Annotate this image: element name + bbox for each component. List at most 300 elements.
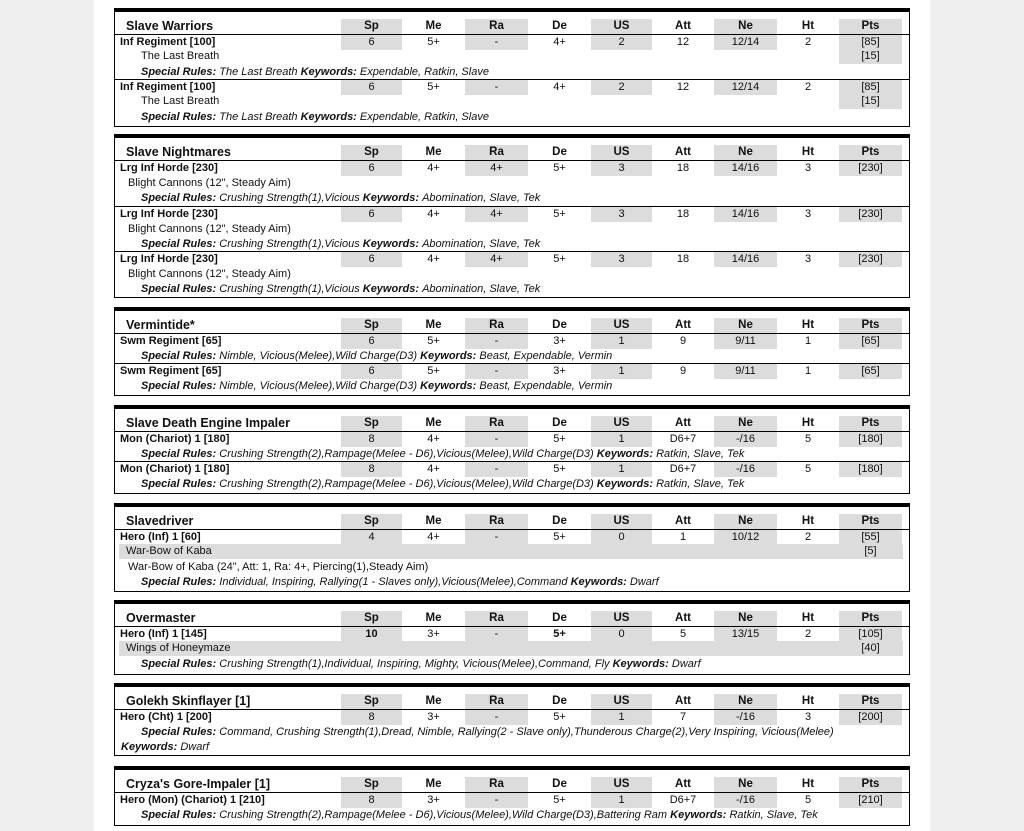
special-rules-label: Special Rules: [141, 380, 217, 392]
header-us: US [591, 611, 652, 626]
keywords-text: Ratkin, Slave, Tek [656, 448, 745, 460]
stat-de: 5+ [553, 711, 566, 723]
header-att: Att [675, 417, 691, 429]
special-rules-text: Individual, Inspiring, Rallying(1 - Slaves only),Vicious(Melee),Command [219, 576, 568, 588]
stat-header-row [115, 611, 909, 626]
header-pts: Pts [839, 611, 902, 626]
special-rules [141, 657, 701, 672]
stat-ra: - [465, 334, 528, 349]
unit-type: Swm Regiment [65] [120, 365, 222, 377]
keywords-label: Keywords: [362, 283, 419, 295]
unit-card [114, 683, 910, 756]
keywords-label: Keywords: [420, 380, 477, 392]
header-pts: Pts [839, 416, 902, 431]
unit-name: Slave Death Engine Impaler [126, 416, 290, 430]
header-ht: Ht [801, 612, 815, 624]
keywords-line [121, 740, 209, 755]
special-rules-label: Special Rules: [141, 809, 217, 821]
stat-pts: [230] [839, 252, 902, 267]
stat-sp: 6 [341, 364, 402, 379]
stat-me: 3+ [427, 628, 440, 640]
special-rules-label: Special Rules: [141, 111, 217, 123]
stat-header-row [115, 416, 909, 431]
header-de: De [552, 612, 567, 624]
keywords-text: Abomination, Slave, Tek [422, 283, 541, 295]
stat-pts: [85] [839, 80, 902, 95]
stat-de: 3+ [553, 365, 566, 377]
header-ht: Ht [801, 778, 815, 790]
stat-sp: 8 [341, 710, 402, 725]
stat-ra: 4+ [465, 252, 528, 267]
stat-me: 4+ [427, 531, 440, 543]
keywords-label: Keywords: [670, 809, 727, 821]
stat-ne: -/16 [714, 710, 777, 725]
stat-row [115, 709, 909, 725]
stat-row [115, 160, 909, 176]
stat-us: 3 [591, 252, 652, 267]
stat-me: 5+ [427, 335, 440, 347]
stat-us: 1 [591, 710, 652, 725]
stat-pts: [105] [839, 627, 902, 642]
header-ne: Ne [714, 694, 777, 709]
special-rules-text: Command, Crushing Strength(1),Dread, Nimble, Rallying(2 - Slave only),Thunderous Charge(2),Very Inspiring, Vicious(Melee) [219, 726, 834, 738]
item-row [115, 49, 909, 64]
stat-att: 18 [676, 162, 690, 174]
stat-me: 5+ [427, 81, 440, 93]
header-me: Me [425, 515, 442, 527]
stat-us: 1 [591, 462, 652, 477]
special-rules-label: Special Rules: [141, 350, 217, 362]
stat-pts: [65] [839, 334, 902, 349]
stat-header-row [115, 777, 909, 792]
header-sp: Sp [341, 777, 402, 792]
stat-de: 5+ [553, 253, 566, 265]
stat-me: 4+ [427, 463, 440, 475]
stat-pts: [230] [839, 161, 902, 176]
stat-sp: 6 [341, 35, 402, 50]
header-ht: Ht [801, 20, 815, 32]
stat-header-row [115, 514, 909, 529]
special-rules [141, 237, 540, 252]
unit-type: Lrg Inf Horde [230] [120, 162, 218, 174]
header-ne: Ne [714, 318, 777, 333]
stat-row [115, 79, 909, 95]
header-ra: Ra [465, 318, 528, 333]
item-row [119, 544, 903, 559]
keywords-label: Keywords: [362, 238, 419, 250]
special-rules-label: Special Rules: [141, 478, 217, 490]
header-us: US [591, 777, 652, 792]
header-ht: Ht [801, 417, 815, 429]
unit-name: Golekh Skinflayer [1] [126, 694, 251, 708]
header-ht: Ht [801, 146, 815, 158]
stat-ra: - [465, 432, 528, 447]
special-rules-text: Crushing Strength(2),Rampage(Melee - D6),Vicious(Melee),Wild Charge(D3) [219, 478, 594, 490]
stat-header-row [115, 694, 909, 709]
header-ra: Ra [465, 777, 528, 792]
header-us: US [591, 145, 652, 160]
stat-de: 5+ [553, 531, 566, 543]
stat-ra: - [465, 80, 528, 95]
stat-de: 5+ [553, 794, 566, 806]
weapon-profile: War-Bow of Kaba (24", Att: 1, Ra: 4+, Piercing(1),Steady Aim) [128, 561, 429, 573]
header-att: Att [675, 146, 691, 158]
stat-ht: 3 [804, 162, 812, 174]
keywords-text: Beast, Expendable, Vermin [479, 380, 613, 392]
stat-us: 1 [591, 432, 652, 447]
stat-de: 5+ [553, 208, 566, 220]
header-sp: Sp [341, 318, 402, 333]
header-de: De [552, 20, 567, 32]
special-rules-label: Special Rules: [141, 283, 217, 295]
special-rules [141, 477, 744, 492]
special-rules-label: Special Rules: [141, 658, 217, 670]
stat-ht: 2 [804, 628, 812, 640]
stat-ht: 3 [804, 711, 812, 723]
special-rules-text: Crushing Strength(2),Rampage(Melee - D6),Vicious(Melee),Wild Charge(D3) [219, 448, 594, 460]
stat-me: 4+ [427, 208, 440, 220]
stat-att: 9 [679, 365, 687, 377]
header-ra: Ra [465, 416, 528, 431]
stat-ht: 2 [804, 81, 812, 93]
unit-name: Vermintide* [126, 318, 195, 332]
header-pts: Pts [839, 514, 902, 529]
stat-pts: [200] [839, 710, 902, 725]
item-pts: [5] [864, 545, 877, 557]
special-rules-label: Special Rules: [141, 238, 217, 250]
stat-pts: [180] [839, 462, 902, 477]
unit-type: Hero (Inf) 1 [145] [120, 628, 207, 640]
header-ne: Ne [714, 416, 777, 431]
keywords-text: Dwarf [180, 741, 210, 753]
header-us: US [591, 416, 652, 431]
special-rules [141, 725, 834, 740]
stat-ht: 2 [804, 36, 812, 48]
header-ra: Ra [465, 145, 528, 160]
stat-row [115, 251, 909, 267]
stat-us: 2 [591, 80, 652, 95]
keywords-text: Beast, Expendable, Vermin [479, 350, 613, 362]
stat-sp: 4 [341, 530, 402, 545]
header-ht: Ht [801, 695, 815, 707]
header-ne: Ne [714, 514, 777, 529]
unit-name: Cryza's Gore-Impaler [1] [126, 777, 270, 791]
stat-sp: 6 [341, 80, 402, 95]
special-rules [141, 575, 659, 590]
header-pts: Pts [839, 19, 902, 34]
stat-ne: 12/14 [714, 35, 777, 50]
header-me: Me [425, 146, 442, 158]
unit-type: Inf Regiment [100] [120, 81, 216, 93]
stat-ne: 14/16 [714, 252, 777, 267]
header-us: US [591, 318, 652, 333]
stat-me: 5+ [427, 365, 440, 377]
stat-us: 2 [591, 35, 652, 50]
keywords-text: Expendable, Ratkin, Slave [359, 66, 489, 78]
unit-card [114, 405, 910, 494]
stat-de: 5+ [553, 463, 566, 475]
stat-ne: 13/15 [714, 627, 777, 642]
special-rules-text: The Last Breath [219, 66, 298, 78]
special-rules-label: Special Rules: [141, 66, 217, 78]
stat-row [115, 792, 909, 808]
header-me: Me [425, 695, 442, 707]
stat-ht: 1 [804, 365, 812, 377]
special-rules-text: The Last Breath [219, 111, 298, 123]
special-rules [141, 379, 612, 394]
stat-us: 1 [591, 793, 652, 808]
keywords-text: Dwarf [671, 658, 701, 670]
keywords-label: Keywords: [362, 192, 419, 204]
stat-ra: - [465, 627, 528, 642]
stat-de: 5+ [553, 162, 566, 174]
special-rules-label: Special Rules: [141, 576, 217, 588]
stat-header-row [115, 318, 909, 333]
stat-de: 3+ [553, 335, 566, 347]
header-sp: Sp [341, 416, 402, 431]
stat-ht: 2 [804, 531, 812, 543]
header-ht: Ht [801, 319, 815, 331]
keywords-text: Abomination, Slave, Tek [422, 192, 541, 204]
keywords-label: Keywords: [121, 741, 178, 753]
stat-sp: 6 [341, 334, 402, 349]
stat-ra: - [465, 462, 528, 477]
header-att: Att [675, 515, 691, 527]
keywords-label: Keywords: [300, 66, 357, 78]
special-rules [141, 808, 818, 823]
stat-sp: 6 [341, 252, 402, 267]
unit-type: Swm Regiment [65] [120, 335, 222, 347]
stat-sp: 8 [341, 462, 402, 477]
special-rules-text: Crushing Strength(2),Rampage(Melee - D6),Vicious(Melee),Wild Charge(D3),Battering Ram [219, 809, 668, 821]
stat-ra: - [465, 710, 528, 725]
stat-us: 3 [591, 207, 652, 222]
stat-att: D6+7 [669, 463, 697, 475]
stat-ne: -/16 [714, 432, 777, 447]
header-pts: Pts [839, 777, 902, 792]
stat-sp: 8 [341, 432, 402, 447]
stat-de: 4+ [553, 36, 566, 48]
stat-us: 0 [591, 627, 652, 642]
item-pts: [15] [839, 94, 902, 109]
header-de: De [552, 695, 567, 707]
header-att: Att [675, 20, 691, 32]
special-rules [141, 447, 744, 462]
stat-sp: 6 [341, 207, 402, 222]
unit-type: Mon (Chariot) 1 [180] [120, 433, 230, 445]
stat-sp: 6 [341, 161, 402, 176]
stat-att: 18 [676, 253, 690, 265]
stat-ne: -/16 [714, 793, 777, 808]
special-rules-label: Special Rules: [141, 726, 217, 738]
unit-card [114, 134, 910, 298]
special-rules [141, 282, 540, 297]
stat-row [115, 206, 909, 222]
special-rules [141, 65, 489, 80]
stat-me: 5+ [427, 36, 440, 48]
keywords-text: Ratkin, Slave, Tek [729, 809, 818, 821]
magic-item: The Last Breath [141, 95, 220, 107]
special-rules-text: Nimble, Vicious(Melee),Wild Charge(D3) [219, 350, 418, 362]
stat-ne: 14/16 [714, 161, 777, 176]
stat-de: 5+ [553, 628, 566, 640]
stat-header-row [115, 19, 909, 34]
unit-card [114, 503, 910, 592]
header-att: Att [675, 319, 691, 331]
stat-sp: 10 [341, 627, 402, 642]
stat-att: 1 [679, 531, 687, 543]
stat-us: 0 [591, 530, 652, 545]
weapon-profile: Blight Cannons (12", Steady Aim) [128, 177, 291, 189]
unit-card [114, 8, 910, 127]
stat-pts: [210] [839, 793, 902, 808]
stat-me: 4+ [427, 162, 440, 174]
header-me: Me [425, 417, 442, 429]
stat-ht: 1 [804, 335, 812, 347]
stat-pts: [65] [839, 364, 902, 379]
stat-sp: 8 [341, 793, 402, 808]
header-att: Att [675, 778, 691, 790]
weapon-profile: Blight Cannons (12", Steady Aim) [128, 223, 291, 235]
special-rules-text: Nimble, Vicious(Melee),Wild Charge(D3) [219, 380, 418, 392]
header-de: De [552, 319, 567, 331]
stat-ht: 5 [804, 463, 812, 475]
stat-att: 18 [676, 208, 690, 220]
header-sp: Sp [341, 145, 402, 160]
special-rules [141, 110, 489, 125]
header-us: US [591, 19, 652, 34]
stat-de: 4+ [553, 81, 566, 93]
magic-item: Wings of Honeymaze [126, 642, 231, 654]
stat-ht: 5 [804, 433, 812, 445]
magic-item: The Last Breath [141, 50, 220, 62]
header-me: Me [425, 778, 442, 790]
special-rules [141, 349, 612, 364]
unit-type: Inf Regiment [100] [120, 36, 216, 48]
special-rules-text: Crushing Strength(1),Vicious [219, 283, 360, 295]
stat-row [115, 626, 909, 642]
stat-me: 3+ [427, 794, 440, 806]
header-sp: Sp [341, 694, 402, 709]
header-sp: Sp [341, 611, 402, 626]
keywords-label: Keywords: [300, 111, 357, 123]
unit-name: Slavedriver [126, 514, 194, 528]
stat-ne: 14/16 [714, 207, 777, 222]
special-rules [141, 191, 540, 206]
keywords-label: Keywords: [570, 576, 627, 588]
unit-type: Lrg Inf Horde [230] [120, 253, 218, 265]
header-de: De [552, 146, 567, 158]
stat-ht: 3 [804, 253, 812, 265]
unit-name: Slave Warriors [126, 19, 214, 33]
stat-ra: 4+ [465, 161, 528, 176]
stat-pts: [55] [839, 530, 902, 545]
item-row [115, 94, 909, 109]
magic-item: War-Bow of Kaba [126, 545, 212, 557]
header-me: Me [425, 20, 442, 32]
stat-ra: 4+ [465, 207, 528, 222]
header-pts: Pts [839, 145, 902, 160]
header-pts: Pts [839, 694, 902, 709]
stat-pts: [230] [839, 207, 902, 222]
keywords-label: Keywords: [612, 658, 669, 670]
unit-type: Lrg Inf Horde [230] [120, 208, 218, 220]
stat-me: 4+ [427, 433, 440, 445]
stat-ne: 9/11 [714, 334, 777, 349]
keywords-text: Dwarf [629, 576, 659, 588]
stat-me: 4+ [427, 253, 440, 265]
header-us: US [591, 694, 652, 709]
stat-de: 5+ [553, 433, 566, 445]
header-ne: Ne [714, 611, 777, 626]
header-de: De [552, 515, 567, 527]
header-pts: Pts [839, 318, 902, 333]
unit-card [114, 307, 910, 396]
special-rules-text: Crushing Strength(1),Vicious [219, 192, 360, 204]
unit-name: Slave Nightmares [126, 145, 231, 159]
stat-header-row [115, 145, 909, 160]
header-ra: Ra [465, 19, 528, 34]
stat-att: D6+7 [669, 433, 697, 445]
header-me: Me [425, 319, 442, 331]
special-rules-label: Special Rules: [141, 448, 217, 460]
unit-type: Mon (Chariot) 1 [180] [120, 463, 230, 475]
header-de: De [552, 778, 567, 790]
unit-card [114, 600, 910, 675]
unit-type: Hero (Cht) 1 [200] [120, 711, 212, 723]
stat-ra: - [465, 793, 528, 808]
stat-row [115, 461, 909, 477]
stat-att: 12 [676, 36, 690, 48]
header-me: Me [425, 612, 442, 624]
weapon-profile: Blight Cannons (12", Steady Aim) [128, 268, 291, 280]
keywords-label: Keywords: [596, 478, 654, 490]
special-rules-label: Special Rules: [141, 192, 217, 204]
stat-att: D6+7 [669, 794, 697, 806]
header-ne: Ne [714, 777, 777, 792]
header-ra: Ra [465, 514, 528, 529]
stat-att: 7 [679, 711, 687, 723]
unit-card [114, 766, 910, 826]
stat-pts: [85] [839, 35, 902, 50]
stat-me: 3+ [427, 711, 440, 723]
stat-row [115, 363, 909, 379]
stat-us: 1 [591, 334, 652, 349]
stat-ht: 3 [804, 208, 812, 220]
stat-us: 1 [591, 364, 652, 379]
header-att: Att [675, 695, 691, 707]
stat-ne: -/16 [714, 462, 777, 477]
stat-row [115, 34, 909, 50]
keywords-text: Ratkin, Slave, Tek [656, 478, 745, 490]
header-ra: Ra [465, 611, 528, 626]
keywords-label: Keywords: [420, 350, 477, 362]
keywords-text: Expendable, Ratkin, Slave [359, 111, 489, 123]
stat-ra: - [465, 530, 528, 545]
header-sp: Sp [341, 514, 402, 529]
unit-type: Hero (Inf) 1 [60] [120, 531, 201, 543]
special-rules-text: Crushing Strength(1),Vicious [219, 238, 360, 250]
stat-ra: - [465, 35, 528, 50]
stat-att: 5 [679, 628, 687, 640]
keywords-label: Keywords: [596, 448, 654, 460]
stat-ne: 12/14 [714, 80, 777, 95]
stat-att: 9 [679, 335, 687, 347]
header-ne: Ne [714, 19, 777, 34]
stat-us: 3 [591, 161, 652, 176]
unit-type: Hero (Mon) (Chariot) 1 [210] [120, 794, 265, 806]
stat-row [115, 529, 909, 545]
